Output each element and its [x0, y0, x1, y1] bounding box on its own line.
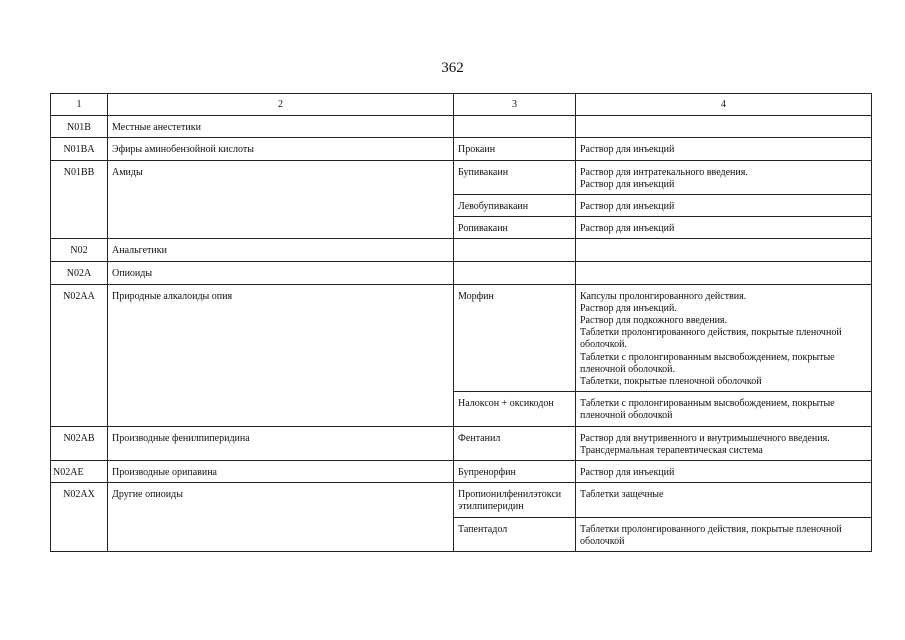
dosage-forms-cell: [576, 262, 872, 284]
dosage-forms-cell: [576, 284, 872, 392]
table-header-row: [51, 94, 872, 116]
dosage-form-line: Таблетки с пролонгированным высвобождением, покрытые пленочной оболочкой: [580, 398, 835, 422]
table-row: [51, 160, 872, 194]
dosage-forms-cell: [576, 160, 872, 194]
drug-name-cell: Левобупивакаин: [454, 195, 576, 217]
drug-name-cell: Морфин: [454, 284, 576, 392]
table-row: [51, 483, 872, 517]
column-header-1: 1: [51, 94, 108, 116]
dosage-forms-cell: [576, 239, 872, 262]
atc-code-cell: N01BA: [51, 138, 108, 160]
dosage-form-line: Таблетки, покрытые пленочной оболочкой: [580, 376, 762, 388]
atc-code-cell: N02AE: [51, 461, 108, 483]
drug-name-cell: Фентанил: [454, 426, 576, 460]
atc-code-cell: N02AB: [51, 426, 108, 460]
atc-group-name-cell: Амиды: [108, 160, 454, 239]
atc-group-name-cell: Производные фенилпиперидина: [108, 426, 454, 460]
atc-group-name-cell: Природные алкалоиды опия: [108, 284, 454, 426]
medicines-table: [50, 93, 872, 552]
dosage-form-line: Раствор для инъекций: [580, 178, 675, 190]
table-row: [51, 116, 872, 138]
atc-group-name-cell: Анальгетики: [108, 239, 454, 262]
atc-group-name-cell: Местные анестетики: [108, 116, 454, 138]
dosage-form-line: Трансдермальная терапевтическая система: [580, 444, 763, 456]
dosage-form-line: Таблетки защечные: [580, 489, 664, 501]
table-row: [51, 239, 872, 262]
table-row: [51, 262, 872, 284]
dosage-form-line: Раствор для инъекций: [580, 223, 675, 235]
column-header-2: 2: [108, 94, 454, 116]
dosage-form-line: Таблетки с пролонгированным высвобождением, покрытые пленочной оболочкой.: [580, 351, 835, 375]
table-row: [51, 284, 872, 392]
atc-group-name-cell: Производные орипавина: [108, 461, 454, 483]
table-row: [51, 461, 872, 483]
dosage-form-line: Раствор для подкожного введения.: [580, 315, 728, 327]
atc-code-cell: N02AX: [51, 483, 108, 552]
dosage-forms-cell: [576, 517, 872, 551]
dosage-form-line: Раствор для инъекций: [580, 467, 675, 479]
dosage-forms-cell: [576, 217, 872, 239]
drug-name-cell: Пропионилфенилэтокси этилпиперидин: [454, 483, 576, 517]
dosage-forms-cell: [576, 426, 872, 460]
dosage-forms-cell: [576, 392, 872, 426]
dosage-form-line: Раствор для инъекций: [580, 201, 675, 213]
table-row: [51, 426, 872, 460]
column-header-3: 3: [454, 94, 576, 116]
drug-name-cell: [454, 262, 576, 284]
page-number: 362: [441, 60, 464, 76]
drug-name-cell: Тапентадол: [454, 517, 576, 551]
dosage-forms-cell: [576, 138, 872, 160]
dosage-form-line: Таблетки пролонгированного действия, покрытые пленочной оболочкой: [580, 523, 842, 547]
atc-group-name-cell: Эфиры аминобензойной кислоты: [108, 138, 454, 160]
drug-name-cell: Бупивакаин: [454, 160, 576, 194]
atc-group-name-cell: Другие опиоиды: [108, 483, 454, 552]
drug-name-cell: [454, 239, 576, 262]
table-body: [51, 94, 872, 552]
atc-code-cell: N01B: [51, 116, 108, 138]
column-header-4: 4: [576, 94, 872, 116]
atc-code-cell: N02AA: [51, 284, 108, 426]
drug-name-cell: Налоксон + оксикодон: [454, 392, 576, 426]
dosage-form-line: Раствор для интратекального введения.: [580, 166, 748, 178]
dosage-form-line: Раствор для инъекций: [580, 144, 675, 156]
dosage-form-line: Раствор для внутривенного и внутримышечного введения.: [580, 432, 830, 444]
dosage-forms-cell: [576, 116, 872, 138]
dosage-form-line: Раствор для инъекций.: [580, 302, 677, 314]
dosage-forms-cell: [576, 461, 872, 483]
atc-group-name-cell: Опиоиды: [108, 262, 454, 284]
drug-name-cell: Бупренорфин: [454, 461, 576, 483]
dosage-forms-cell: [576, 195, 872, 217]
drug-name-cell: Ропивакаин: [454, 217, 576, 239]
dosage-form-line: Капсулы пролонгированного действия.: [580, 290, 747, 302]
atc-code-cell: N02: [51, 239, 108, 262]
dosage-forms-cell: [576, 483, 872, 517]
drug-name-cell: [454, 116, 576, 138]
table-row: [51, 138, 872, 160]
drug-name-cell: Прокаин: [454, 138, 576, 160]
atc-code-cell: N01BB: [51, 160, 108, 239]
dosage-form-line: Таблетки пролонгированного действия, покрытые пленочной оболочкой.: [580, 327, 842, 351]
atc-code-cell: N02A: [51, 262, 108, 284]
